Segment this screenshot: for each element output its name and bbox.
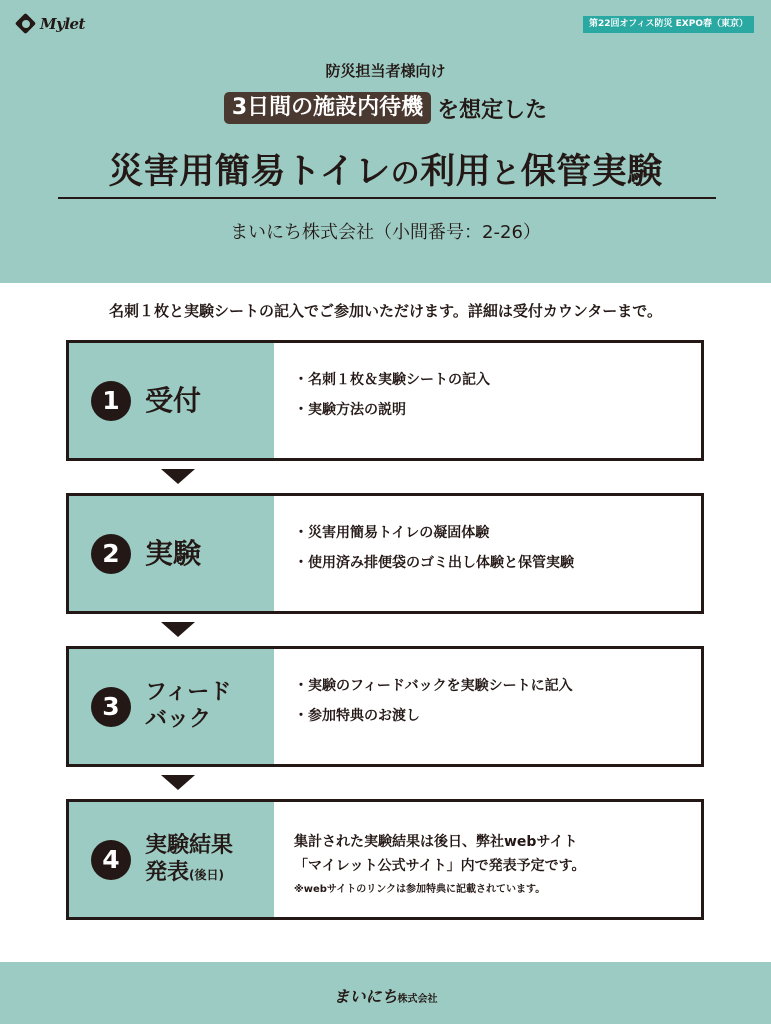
company-name: まいにち株式会社（小間番号：2-26） xyxy=(230,222,541,243)
title-line-1 xyxy=(0,92,771,124)
down-arrow-icon xyxy=(161,469,195,484)
step-1-header xyxy=(69,343,274,458)
step-bullet: ・ 災害用簡易トイレの凝固体験 xyxy=(294,518,701,548)
mainichi-logo-suffix: 株式会社 xyxy=(397,994,438,1005)
step-3-header xyxy=(69,649,274,764)
step-bullet: ・ 実験方法の説明 xyxy=(294,395,701,425)
audience-subtitle: 防災担当者様向け xyxy=(325,62,446,80)
step-note: ※webサイトのリンクは参加特典に記載されています。 xyxy=(294,884,546,895)
step-3 xyxy=(66,646,704,767)
step-4-header xyxy=(69,802,274,917)
step-label xyxy=(145,680,231,733)
step-1 xyxy=(66,340,704,461)
step-bullet: ・ 参加特典のお渡し xyxy=(294,701,701,731)
step-label-text: 発表 xyxy=(145,859,190,885)
step-number-badge: 3 xyxy=(91,687,131,727)
expo-badge: 第22回オフィス防災 EXPO春（東京） xyxy=(583,16,754,33)
step-paragraph-line: 集計された実験結果は後日、弊社webサイト xyxy=(294,834,578,850)
step-2-details xyxy=(274,496,701,611)
step-number-badge: 1 xyxy=(91,381,131,421)
mylet-logo xyxy=(16,14,85,34)
step-bullet: ・ 使用済み排便袋のゴミ出し体験と保管実験 xyxy=(294,548,701,578)
step-label-suffix: (後日) xyxy=(189,867,224,882)
main-title xyxy=(0,144,771,194)
main-title-part: 利用 xyxy=(420,152,492,192)
step-label-line xyxy=(145,860,233,886)
main-title-part: 災害用簡易トイレ xyxy=(108,152,391,192)
title-highlight: 3日間の施設内待機 xyxy=(224,92,431,124)
step-2-header xyxy=(69,496,274,611)
mylet-logo-text: Mylet xyxy=(40,15,85,33)
mylet-logo-icon xyxy=(16,14,36,34)
step-number-badge: 4 xyxy=(91,840,131,880)
step-1-details xyxy=(274,343,701,458)
title-underline xyxy=(58,197,716,199)
header-banner xyxy=(0,0,771,283)
step-label-line: バック xyxy=(145,706,212,732)
main-title-part: と xyxy=(491,156,521,190)
step-bullet: ・ 実験のフィードバックを実験シートに記入 xyxy=(294,671,701,701)
main-title-part: の xyxy=(390,156,421,190)
intro-text: 名刺１枚と実験シートの記入でご参加いただけます。詳細は受付カウンターまで。 xyxy=(109,302,662,320)
step-paragraph-line: 「マイレット公式サイト」内で発表予定です。 xyxy=(294,858,586,874)
step-3-details xyxy=(274,649,701,764)
step-label xyxy=(145,833,233,886)
step-label: 受付 xyxy=(145,383,202,417)
step-bullet: ・ 名刺１枚＆実験シートの記入 xyxy=(294,365,701,395)
footer-banner xyxy=(0,962,771,1024)
mainichi-logo-text: まいにち xyxy=(333,987,398,1006)
step-4 xyxy=(66,799,704,920)
step-number-badge: 2 xyxy=(91,534,131,574)
main-title-part: 保管実験 xyxy=(520,152,663,192)
down-arrow-icon xyxy=(161,775,195,790)
step-2 xyxy=(66,493,704,614)
step-label: 実験 xyxy=(145,536,202,570)
mainichi-logo xyxy=(0,984,771,1007)
title-rest: を想定した xyxy=(437,97,548,123)
step-label-line: フィード xyxy=(145,680,232,706)
down-arrow-icon xyxy=(161,622,195,637)
step-label-line: 実験結果 xyxy=(145,833,234,859)
step-4-details xyxy=(274,802,701,917)
